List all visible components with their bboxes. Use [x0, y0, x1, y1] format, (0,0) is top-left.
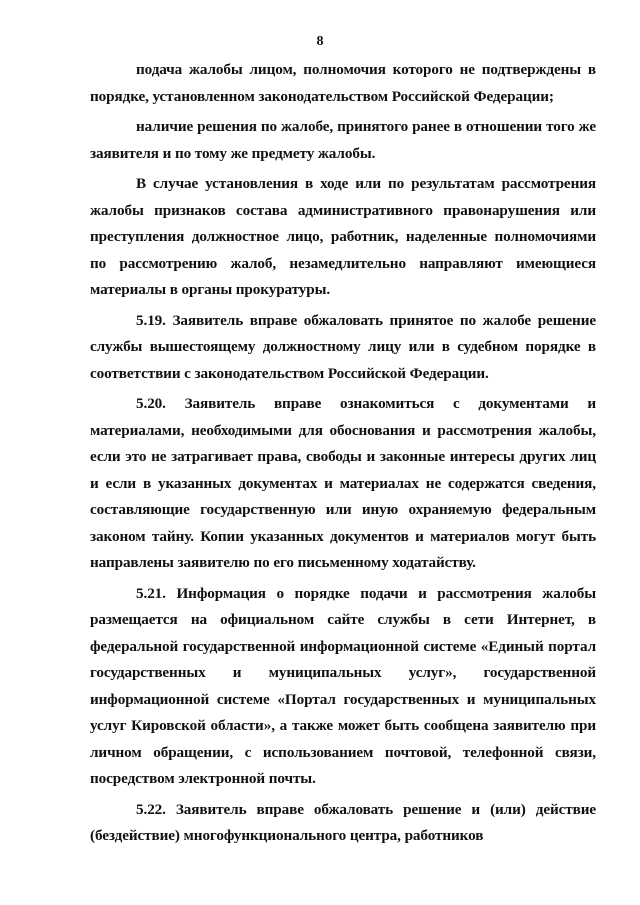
paragraph-5-19: 5.19. Заявитель вправе обжаловать принятое по жалобе решение службы вышестоящему должностному лицу или в судебном порядке в соответствии с законодательством Российской Федерации. [90, 311, 596, 382]
paragraph-complaint-authority: подача жалобы лицом, полномочия которого не подтверждены в порядке, установленном законодательством Российской Федерации; [90, 61, 596, 105]
paragraph-5-22: 5.22. Заявитель вправе обжаловать решение и (или) действие (бездействие) многофункционального центра, работников [90, 800, 596, 844]
paragraph-5-20: 5.20. Заявитель вправе ознакомиться с документами и материалами, необходимыми для обоснования и рассмотрения жалобы, если это не затрагивает права, свободы и законные интересы других лиц и если в указанных документах и материалах не содержатся сведения, составляющие государственную или иную охраняемую федеральным законом тайну. Копии указанных документов и материалов могут быть направлены заявителю по его письменному ходатайству. [90, 395, 596, 571]
page-number: 8 [316, 34, 324, 49]
paragraph-prior-decision: наличие решения по жалобе, принятого ранее в отношении того же заявителя и по тому же предмету жалобы. [90, 118, 596, 162]
document-body [90, 57, 596, 854]
paragraph-prosecutor-referral: В случае установления в ходе или по результатам рассмотрения жалобы признаков состава административного правонарушения или преступления должностное лицо, работник, наделенные полномочиями по рассмотрению жалоб, незамедлительно направляют имеющиеся материалы в органы прокуратуры. [90, 175, 596, 298]
paragraph-5-21: 5.21. Информация о порядке подачи и рассмотрения жалобы размещается на официальном сайте службы в сети Интернет, в федеральной государственной информационной системе «Единый портал государственных и муниципальных услуг», государственной информационной системе «Портал государственных и муниципальных услуг Кировской области», а также может быть сообщена заявителю при личном обращении, с использованием почтовой, телефонной связи, посредством электронной почты. [90, 584, 596, 787]
